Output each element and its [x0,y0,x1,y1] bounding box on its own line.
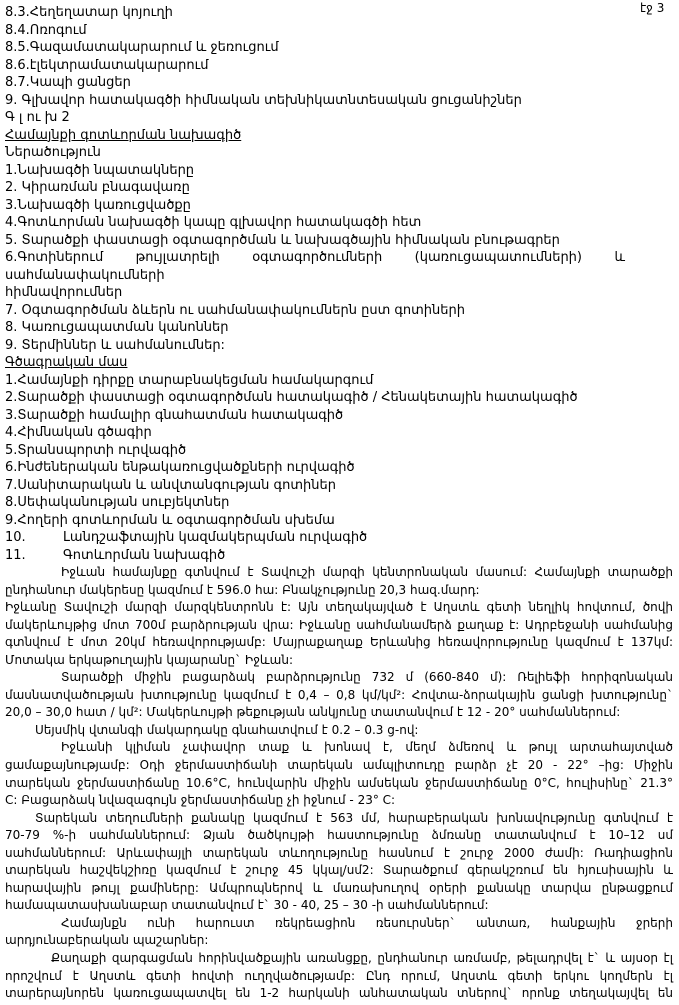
toc-item [5,529,625,547]
toc-item [5,4,565,22]
text-line: 20,0 – 30,0 հատ / կմ²: Մակերևույթի թեքության անկյունը տատանվում է 12 - 20° սահմաններում: [5,705,621,720]
toc-item-label: 9. Տերմիններ և սահմանումներ: [5,337,225,353]
toc-item [5,407,625,425]
text-line: Իջևանը Տավուշի մարզի մարզկենտրոնն է: Այն տեղակայված է Աղստև գետի նեղլիկ հովտում, ծովի [5,600,673,615]
text-line: 70-79 %-ի սահմաններում: Ձյան ծածկույթի հաստությունը ձմռանը տատանվում է 10–12 սմ [5,828,673,843]
toc-item-label: 8.4.Ոռոգում [5,22,87,38]
toc-item [5,372,625,390]
toc-item-label: 7.Սանիտարական և անվտանգության գոտիներ [5,477,336,493]
toc-item-label: 1.Համայնքի դիրքը տարաբնակեցման համակարգում [5,372,374,388]
toc-item [5,197,625,215]
body-text [5,564,673,1003]
toc-item-label: 8.7.Կապի ցանցեր [5,75,131,90]
toc-item-label: Ներածություն [5,145,101,160]
toc-item-label: 8.3.Հեղեղատար կոյուղի [5,5,173,20]
text-line: C: Բացարձակ նվազագույն ջերմաստիճանը չի իջնում - 23° C: [5,793,396,808]
text-line: հարավային թույլ քամիները: Ամպրոպներով և մառախուղով օրերի քանակը տարվա ընթացքում [5,880,673,895]
toc-item [5,459,625,477]
text-line: տարերայնորեն կառուցապատվել են 1-2 հարկանի անհատական տներով` որոնք տեղակայվել են [5,986,673,1001]
text-line: համապատասխանաբար տատանվում է` 30 - 40, 25 – 30 -ի սահմաններում: [5,898,489,913]
toc-item-label: 4.Հիմնական գծագիր [5,425,152,440]
toc-item-number: 11. [5,547,26,563]
toc-item [5,547,625,565]
toc-item-label: 3.Նախագծի կառուցվածքը [5,197,191,213]
toc-item-label: 1.Նախագծի նպատակները [5,162,195,178]
toc-item-label: 6.Ինժեներական ենթակառուցվածքների ուրվագիծ [5,460,355,475]
toc-item-label: 9. Գլխավոր հատակագծի հիմնական տեխնիկատնտեսական ցուցանիշներ [5,92,522,108]
toc-item [5,57,625,75]
toc-item-label: 8.Սեփականության սուբյեկտներ [5,495,230,510]
toc-item [5,144,625,162]
toc-item [5,424,625,442]
text-line: մասնատվածության խտությունը կազմում է 0,4 – 0,8 կմ/կմ²: Հովտա-ձորակային ցանցի խտությունը` [5,687,673,702]
toc-item [5,232,625,250]
toc-item-label: 3.Տարածքի համալիր գնահատման հատակագիծ [5,407,344,423]
toc-item [5,22,625,40]
text-line: Համայնքն ունի հարուստ ռեկրեացիոն ռեսուրսներ` անտառ, հանքային ջրերի [61,915,673,930]
toc-item [5,92,625,110]
text-line: որոշվում է Աղստև գետի հովտի ուղղվածությամբ: Ընդ որում, Աղստև գետի երկու կողմերն էլ [5,968,673,983]
toc-item-label: Լանդշաֆտային կազմակերպման ուրվագիծ [63,530,368,545]
toc-item [5,302,625,320]
toc-item-number: 10. [5,530,26,545]
toc-item-label: 8.6.էլեկտրամատակարարում [5,57,209,73]
toc-item-label: Գ լ ու խ 2 [5,110,70,125]
toc-item-label: 4.Գոտևորման նախագծի կապը գլխավոր հատակագծի հետ [5,215,422,230]
toc-item [5,127,625,145]
toc-item [5,477,625,495]
toc-item-label: 5. Տարածքի փաստացի օգտագործման և նախագծային հիմնական բնութագրեր [5,232,560,248]
toc-item [5,442,625,460]
toc-item-label: 7. Օգտագործման ձևերն ու սահմանափակումներն ըստ գոտիների [5,302,465,318]
toc-item [5,354,625,372]
toc-item [5,389,625,407]
text-line: Տարեկան տեղումների քանակը կազմում է 563 մմ, հարաբերական խոնավությունը գտնվում է [35,810,673,825]
toc-item [5,249,625,284]
page-number: էջ 3 [640,1,665,15]
section-heading: Գծագրական մաս [5,355,128,370]
text-line: ցամաքայնությամբ: Օդի ջերմաստիճանի տարեկան ամպլիտուդը բարձր չէ 20 - 22° –ից: Միջին [5,758,673,773]
toc-item [5,214,625,232]
text-line: Իջևան համայնքը գտնվում է Տավուշի մարզի կենտրոնական մասում: Համայնքի տարածքի [61,565,673,579]
toc-item [5,284,625,302]
toc-item-label: 2. Կիրառման բնագավառը [5,180,190,195]
text-line: Քաղաքի զարգացման հորինվածքային առանցքը, ընդհանուր առմամբ, թելադրվել է` և այսօր էլ [51,951,673,966]
text-line: Մոտակա երկաթուղային կայարանը` Իջևան: [5,652,294,667]
text-line: ընդհանուր մակերեսը կազմում է 596.0 հա: Բնակչությունը 20,3 հազ.մարդ: [5,582,480,597]
toc-item [5,39,625,57]
table-of-contents [5,4,625,564]
toc-item [5,74,625,92]
toc-item-label: 8.5.Գազամատակարարում և ջեռուցում [5,40,279,55]
text-line: Սեյսմիկ վտանգի մակարդակը գնահատվում է 0.2 – 0.3 g-ով: [35,722,419,737]
toc-item-label: 9.Հողերի գոտևորման և օգտագործման սխեմա [5,512,335,528]
toc-item [5,179,625,197]
text-line: տարեկան ջերմաստիճանը 10.6°C, հունվարին միջին ամսեկան ջերմաստիճանը 0°C, հուլիսինը` 21.3° [5,775,673,790]
toc-item-label: 6.Գոտիներում թույլատրելի օգտագործումների (կառուցապատումների) և սահմանափակումների [5,250,625,283]
toc-item-label: Գոտևորման նախագիծ [63,547,226,563]
section-heading: Համայնքի գոտևորման նախագիծ [5,127,242,143]
text-line: տարեկան հաշվեկշիռը կազմում է շուրջ 45 կկալ/սմ2: Տարածքում գերակշռում են հյուսիսային և [5,863,673,878]
toc-item-label: հիմնավորումներ [5,285,123,300]
text-line: արդյունաբերական պաշարներ: [5,933,209,948]
toc-item [5,494,625,512]
toc-item-label: 5.Տրանսպորտի ուրվագիծ [5,442,187,458]
toc-item [5,162,625,180]
toc-item [5,109,625,127]
toc-item-label: 2.Տարածքի փաստացի օգտագործման հատակագիծ / Հենակետային հատակագիծ [5,390,578,405]
text-line: գտնվում է մոտ 20կմ հեռավորությամբ: Մայրաքաղաք Երևանից հեռավորությունը կազմում է 137կմ: [5,635,673,650]
toc-item [5,337,625,355]
text-line: սահմաններում: Արևափայլի տարեկան տևողությունը հասնում է շուրջ 2000 ժամի: Ռադիացիոն [5,845,673,860]
text-line: Տարածքի միջին բացարձակ բարձրությունը 732 մ (660-840 մ): Ռելիեֆի հորիզոնական [61,670,673,685]
toc-item [5,319,625,337]
toc-item-label: 8. Կառուցապատման կանոններ [5,320,229,335]
text-line: մակերևույթից մոտ 700մ բարձրության վրա: Իջևանը սահմանամերձ քաղաք է: Ադրբեջանի սահմանից [5,617,673,632]
text-line: Իջևանի կլիման չափավոր տաք և խոնավ է, մեղմ ձմեռով և թույլ արտահայտված [61,740,673,755]
toc-item [5,512,625,530]
